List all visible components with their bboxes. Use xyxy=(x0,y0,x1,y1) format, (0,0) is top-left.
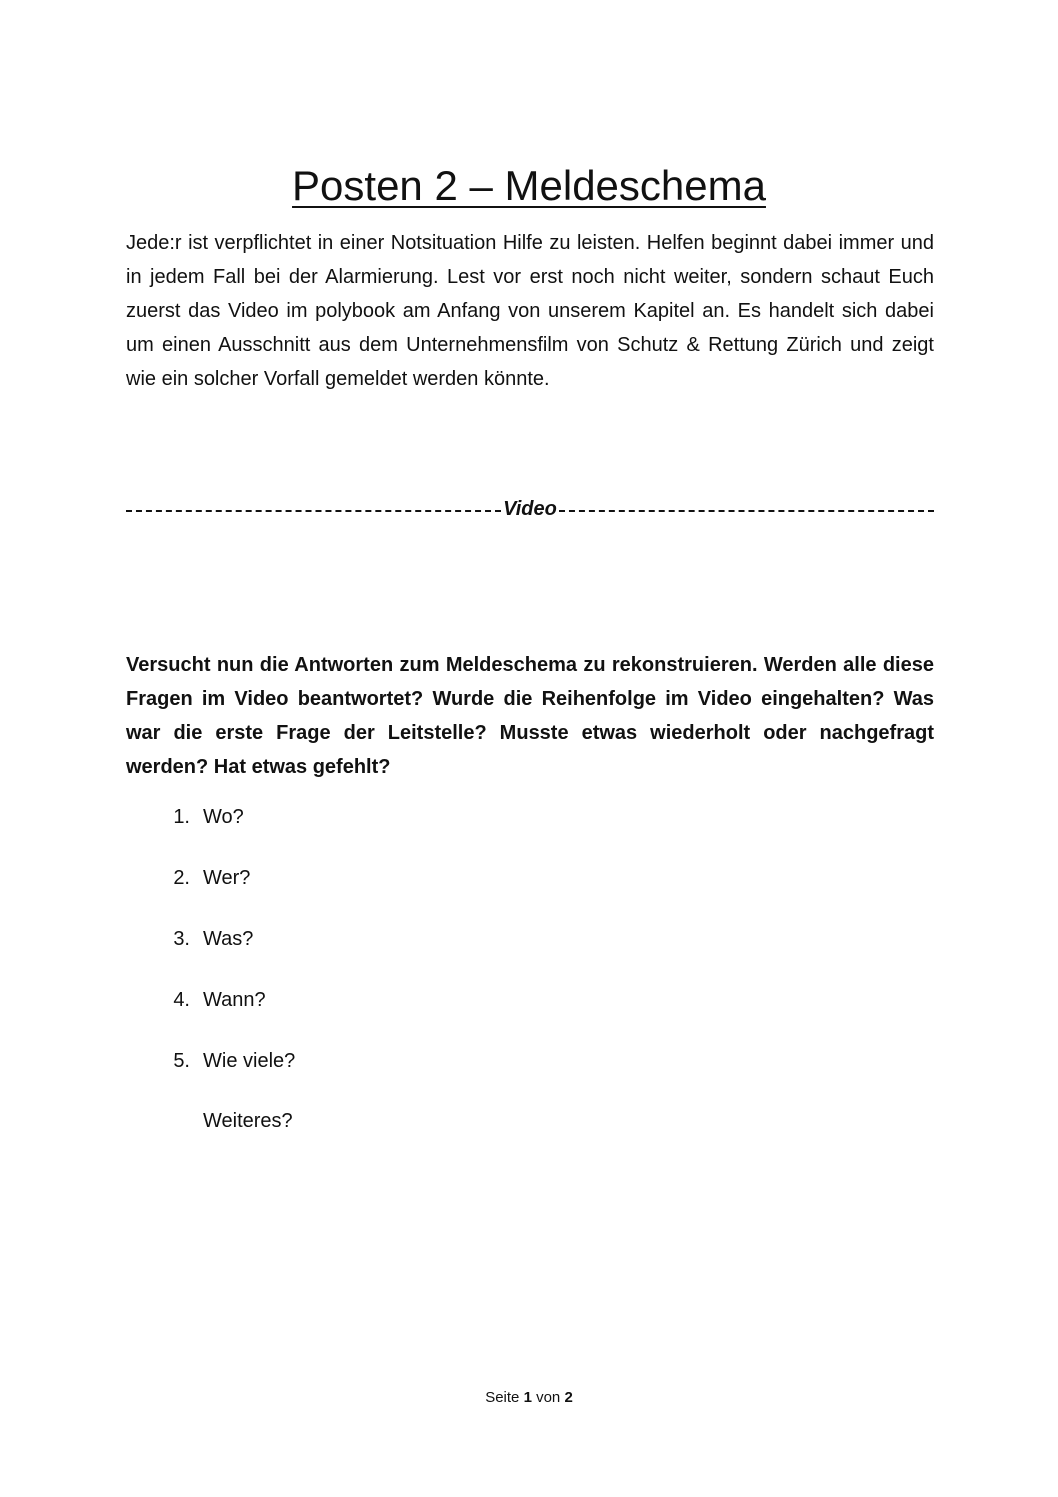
list-number: 1. xyxy=(173,806,190,828)
footer-total-pages: 2 xyxy=(564,1389,573,1406)
footer-current-page: 1 xyxy=(523,1389,532,1406)
list-text: Was? xyxy=(203,928,254,950)
intro-paragraph: Jede:r ist verpflichtet in einer Notsituation Hilfe zu leisten. Helfen beginnt dabei immer und in jedem Fall bei der Alarmierung. Lest vor erst noch nicht weiter, sondern schaut Euch zuerst das Video im polybook am Anfang von unserem Kapitel an. Es handelt sich dabei um einen Ausschnitt aus dem Unternehmensfilm von Schutz & Rettung Zürich und zeigt wie ein solcher Vorfall gemeldet werden könnte. xyxy=(126,232,934,390)
task-paragraph: Versucht nun die Antworten zum Meldeschema zu rekonstruieren. Werden alle diese Fragen im Video beantwortet? Wurde die Reihenfolge im Video eingehalten? Was war die erste Frage der Leitstelle? Musste etwas wiederholt oder nachgefragt werden? Hat etwas gefehlt? xyxy=(126,654,934,778)
page-title: Posten 2 – Meldeschema xyxy=(292,162,766,210)
list-number: 3. xyxy=(173,928,190,950)
list-text: Wer? xyxy=(203,867,251,889)
list-item xyxy=(150,983,295,1044)
question-list xyxy=(150,800,295,1105)
extra-question: Weiteres? xyxy=(203,1110,293,1132)
video-divider xyxy=(126,492,934,526)
list-item xyxy=(150,1044,295,1105)
list-text: Wie viele? xyxy=(203,1050,296,1072)
footer-prefix: Seite xyxy=(485,1389,524,1406)
list-item xyxy=(150,861,295,922)
video-label: Video xyxy=(503,498,557,520)
footer-middle: von xyxy=(531,1389,565,1406)
divider-dash-left xyxy=(126,506,501,512)
list-item xyxy=(150,800,295,861)
list-text: Wo? xyxy=(203,806,244,828)
list-number: 2. xyxy=(173,867,190,889)
list-item xyxy=(150,922,295,983)
list-text: Wann? xyxy=(203,989,266,1011)
divider-dash-right xyxy=(559,506,934,512)
page-footer xyxy=(0,1388,1058,1408)
list-number: 4. xyxy=(173,989,190,1011)
list-number: 5. xyxy=(173,1050,190,1072)
